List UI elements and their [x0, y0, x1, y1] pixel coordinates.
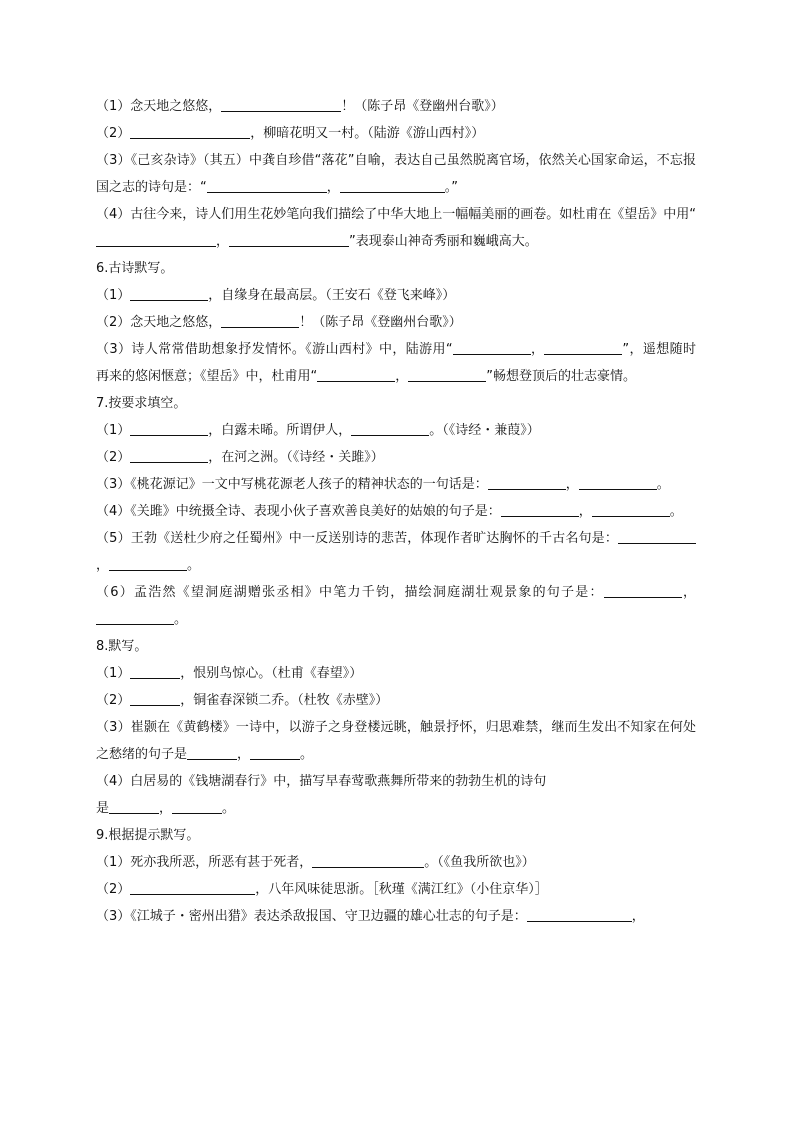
q7-item-4: （4）《关雎》中统摄全诗、表现小伙子喜欢善良美好的姑娘的句子是： ， 。	[96, 504, 683, 519]
answer-blank[interactable]	[130, 124, 250, 139]
answer-blank[interactable]	[96, 610, 174, 625]
q6-item-1: （1） ，自缘身在最高层。（王安石《登飞来峰》）	[96, 288, 456, 303]
answer-blank[interactable]	[592, 502, 670, 517]
q9-item-2: （2） ，八年风味徒思浙。［秋瑾《满江红》（小住京华）］	[96, 882, 548, 897]
answer-blank[interactable]	[109, 799, 159, 814]
q8-item-1: （1） ，恨别鸟惊心。（杜甫《春望》）	[96, 666, 363, 681]
answer-blank[interactable]	[317, 367, 395, 382]
q8-item-2: （2） ，铜雀春深锁二乔。（杜牧《赤壁》）	[96, 693, 389, 708]
answer-blank[interactable]	[312, 853, 424, 868]
answer-blank[interactable]	[130, 286, 208, 301]
answer-blank[interactable]	[221, 97, 341, 112]
q7-item-6: （6）孟浩然《望洞庭湖赠张丞相》中笔力千钧，描绘洞庭湖壮观景象的句子是： ，。	[96, 585, 696, 627]
answer-blank[interactable]	[618, 529, 696, 544]
question-8-title: 8.默写。	[96, 639, 148, 654]
q8-item-4-continued: 是 ， 。	[96, 801, 236, 816]
answer-blank[interactable]	[351, 421, 429, 436]
question-6-title: 6.古诗默写。	[96, 261, 174, 276]
answer-blank[interactable]	[207, 178, 327, 193]
answer-blank[interactable]	[130, 691, 180, 706]
q8-item-3: （3）崔颢在《黄鹤楼》一诗中，以游子之身登楼远眺，触景抒怀，归思难禁，继而生发出不知家在何处之愁绪的句子是 ， 。	[96, 720, 696, 762]
answer-blank[interactable]	[340, 178, 445, 193]
answer-blank[interactable]	[130, 421, 208, 436]
q9-item-3: （3）《江城子・密州出猎》表达杀敌报国、守卫边疆的雄心壮志的句子是： ，	[96, 909, 645, 924]
answer-blank[interactable]	[453, 340, 531, 355]
q5-item-4: （4）古往今来，诗人们用生花妙笔向我们描绘了中华大地上一幅幅美丽的画卷。如杜甫在《望岳》中用“， ”表现泰山神奇秀丽和巍峨高大。	[96, 207, 697, 249]
q9-item-1: （1）死亦我所恶，所恶有甚于死者， 。（《鱼我所欲也》）	[96, 855, 535, 870]
answer-blank[interactable]	[527, 907, 632, 922]
answer-blank[interactable]	[130, 448, 208, 463]
q7-item-3: （3）《桃花源记》一文中写桃花源老人孩子的精神状态的一句话是： ， 。	[96, 477, 670, 492]
answer-blank[interactable]	[187, 745, 237, 760]
question-9-title: 9.根据提示默写。	[96, 828, 200, 843]
q7-item-2: （2） ，在河之洲。（《诗经・关雎》）	[96, 450, 384, 465]
q6-item-2: （2）念天地之悠悠， ！（陈子昂《登幽州台歌》）	[96, 315, 462, 330]
answer-blank[interactable]	[221, 313, 299, 328]
q6-item-3: （3）诗人常常借助想象抒发情怀。《游山西村》中，陆游用“ ， ”，遥想随时再来的悠闲惬意；《望岳》中，杜甫用“ ， ”畅想登顶后的壮志豪情。	[96, 342, 696, 384]
q8-item-4: （4）白居易的《钱塘湖春行》中，描写早春莺歌燕舞所带来的勃勃生机的诗句	[96, 774, 547, 789]
answer-blank[interactable]	[250, 745, 300, 760]
q7-item-5: （5）王勃《送杜少府之任蜀州》中一反送别诗的悲苦，体现作者旷达胸怀的千古名句是：， 。	[96, 525, 696, 579]
q5-item-3: （3）《己亥杂诗》（其五）中龚自珍借“落花”自喻，表达自己虽然脱离官场，依然关心国家命运，不忘报国之志的诗句是：“ ， 。”	[96, 153, 696, 195]
q5-item-1: （1）念天地之悠悠， ！（陈子昂《登幽州台歌》）	[96, 99, 504, 114]
q7-item-1: （1） ，白露未晞。所谓伊人， 。（《诗经・兼葭》）	[96, 423, 540, 438]
document-content	[96, 93, 696, 930]
answer-blank[interactable]	[109, 556, 187, 571]
answer-blank[interactable]	[604, 583, 682, 598]
answer-blank[interactable]	[172, 799, 222, 814]
answer-blank[interactable]	[544, 340, 622, 355]
answer-blank[interactable]	[130, 664, 180, 679]
question-7-title: 7.按要求填空。	[96, 396, 187, 411]
answer-blank[interactable]	[130, 880, 255, 895]
answer-blank[interactable]	[501, 502, 579, 517]
answer-blank[interactable]	[96, 232, 216, 247]
answer-blank[interactable]	[229, 232, 349, 247]
answer-blank[interactable]	[408, 367, 486, 382]
answer-blank[interactable]	[488, 475, 566, 490]
q5-item-2: （2） ，柳暗花明又一村。（陆游《游山西村》）	[96, 126, 485, 141]
answer-blank[interactable]	[579, 475, 657, 490]
